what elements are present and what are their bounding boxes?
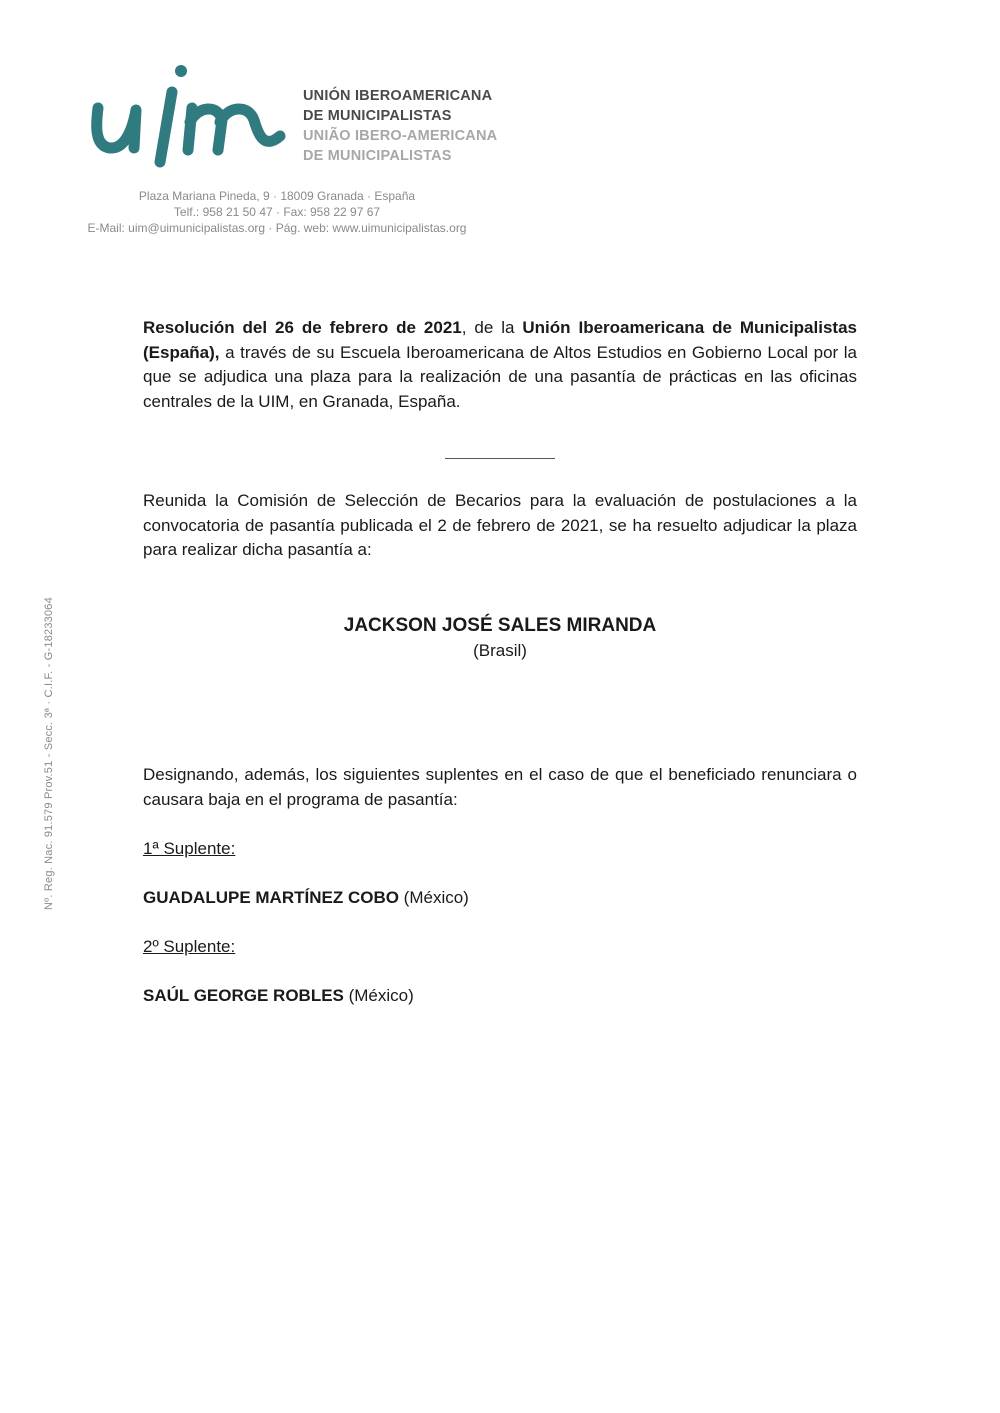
separator-line [445,458,555,459]
organization-bold: Unión Iberoamericana de Municipalistas (España), [143,318,857,362]
org-name-es-line1: UNIÓN IBEROAMERICANA [303,88,493,104]
winner-block [143,613,857,663]
meeting-paragraph: Reunida la Comisión de Selección de Becarios para la evaluación de postulaciones a la convocatoria de pasantía publicada el 2 de febrero de 2021, se ha resuelto adjudicar la plaza para realizar dicha pasantía a: [143,491,857,560]
winner-name: JACKSON JOSÉ SALES MIRANDA [343,615,657,636]
substitute-2-country: (México) [343,986,414,1005]
substitute-2 [143,984,414,1008]
org-name-pt-line1: UNIÃO IBERO-AMERICANA [303,128,498,144]
organization-name [303,86,497,166]
substitute-1 [143,886,469,910]
substitute-2-name: SAÚL GEORGE ROBLES [143,986,344,1005]
resolution-date: Resolución del 26 de febrero de 2021 [143,318,462,337]
email-web-line: E-Mail: uim@uimunicipalistas.org · Pág. web: www.uimunicipalistas.org [87,221,467,235]
registry-number-vertical: Nº. Reg. Nac. 91.579 Prov.51 - Secc. 3ª · C.I.F. - G-18233064 [43,597,55,910]
substitute-1-country: (México) [398,888,469,907]
substitute-1-name: GUADALUPE MARTÍNEZ COBO [143,888,399,907]
substitute-2-heading: 2º Suplente: [143,937,236,956]
winner-country: (Brasil) [473,641,527,660]
address-line: Plaza Mariana Pineda, 9 · 18009 Granada · España [138,189,416,203]
uim-logo-icon [88,62,288,170]
substitute-1-heading: 1ª Suplente: [143,839,236,858]
resolution-text: a través de su Escuela Iberoamericana de Altos Estudios en Gobierno Local por la que se adjudica una plaza para la realización de una pasantía de prácticas en las oficinas centrales de la UIM, en Granada, España. [143,342,857,411]
address-block [86,188,468,236]
resolution-text: , de la [461,318,523,337]
resolution-paragraph [143,316,857,414]
org-name-pt-line2: DE MUNICIPALISTAS [303,148,452,164]
org-name-es-line2: DE MUNICIPALISTAS [303,108,452,124]
phone-fax-line: Telf.: 958 21 50 47 · Fax: 958 22 97 67 [173,205,381,219]
substitutes-paragraph: Designando, además, los siguientes suplentes en el caso de que el beneficiado renunciara o causara baja en el programa de pasantía: [143,765,857,809]
